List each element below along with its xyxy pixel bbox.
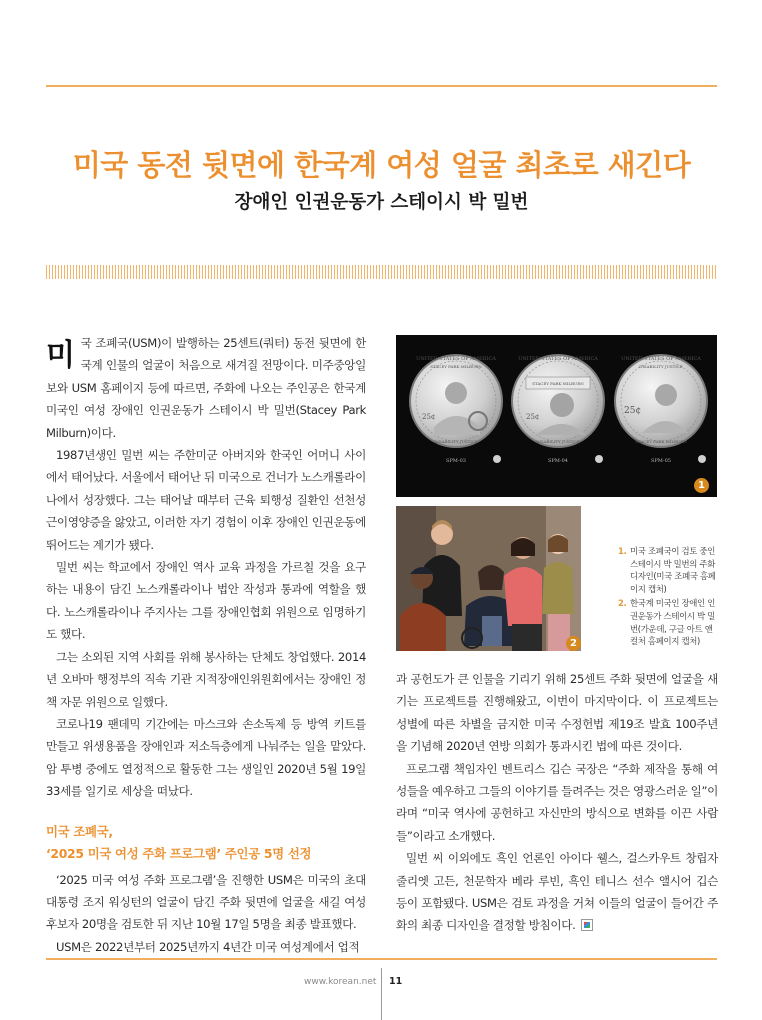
coin-top-text: UNITED STATES OF AMERICA [621, 356, 701, 362]
figure-badge-1: 1 [694, 478, 709, 493]
drop-cap: 미 [46, 338, 75, 373]
coin-value: 25¢ [624, 406, 642, 416]
article-paragraph: 밀번 씨 이외에도 흑인 언론인 아이다 웰스, 걸스카우트 창립자 줄리엣 고든, 천문학자 베라 루빈, 흑인 테니스 선수 앨시어 깁슨 등이 포함됐다. USM은 검토 과정을 거쳐 이들의 얼굴이 들어간 주화의 최종 디자인을 결정할 방침이다. [396, 851, 718, 933]
page-number: 11 [389, 976, 403, 987]
section-heading: 미국 조폐국, ‘2025 미국 여성 주화 프로그램’ 주인공 5명 선정 [46, 823, 312, 861]
figure-captions [618, 545, 718, 650]
article-paragraph: 프로그램 책임자인 벤트리스 깁슨 국장은 “주화 제작을 통해 여성들을 예우하고 그들의 이야기를 들려주는 것은 영광스러운 일”이라며 “미국 역사에 공헌하고 자신만의 방식으로 변화를 이끈 사람들”이라고 소개했다. [396, 761, 718, 843]
coin-value: 25¢ [422, 413, 436, 421]
footer-url: www.korean.net [304, 977, 377, 987]
coin-bottom-text: DISABILITY JUSTICE [536, 439, 580, 444]
caption-item: 2. 한국계 미국인 장애인 인권운동가 스테이시 박 밀번(가운데, 구글 아트 앤 컬처 홈페이지 캡처) [618, 598, 715, 647]
footer-divider [381, 968, 382, 1020]
article-title: 미국 동전 뒷면에 한국계 여성 얼굴 최초로 새긴다 [72, 148, 691, 182]
article-paragraph: USM은 2022년부터 2025년까지 4년간 미국 여성계에서 업적 [56, 939, 360, 954]
coin-designs-image [396, 335, 717, 497]
article-paragraph: 1987년생인 밀번 씨는 주한미군 아버지와 한국인 어머니 사이에서 태어났다. 서울에서 태어난 뒤 미국으로 건너가 노스캐롤라이나에서 성장했다. 그는 태어날 때부터 근육 퇴행성 질환인 선천성 근이영양증을 앓았고, 이러한 자기 경험이 이후 장애인 인권운동에 뛰어드는 계기가 됐다. [46, 448, 366, 552]
group-photo [396, 506, 581, 651]
coin-bottom-text: DISABILITY JUSTICE [639, 364, 683, 369]
top-rule [46, 85, 717, 87]
coin-bottom-text: DISABILITY JUSTICE [434, 439, 478, 444]
coin-code: SPM-04 [548, 458, 568, 464]
caption-item: 1. 미국 조폐국이 검토 중인 스테이시 박 밀번의 주화 디자인(미국 조폐국 홈페이지 캡처) [618, 546, 716, 594]
coin-code: SPM-03 [446, 458, 466, 464]
coin-code: SPM-05 [651, 458, 671, 464]
article-paragraph: 그는 소외된 지역 사회를 위해 봉사하는 단체도 창업했다. 2014년 오바마 행정부의 직속 기관 지적장애인위원회에서는 장애인 정책 자문 위원으로 일했다. [46, 649, 366, 709]
article-paragraph: 과 공헌도가 큰 인물을 기리기 위해 25센트 주화 뒷면에 얼굴을 새기는 프로젝트를 진행해왔고, 이번이 마지막이다. 이 프로젝트는 성별에 따른 차별을 금지한 미국 수정헌법 제19조 발효 100주년을 기념해 2020년 연방 의회가 통과시킨 법에 따른 것이다. [396, 672, 718, 754]
article-subtitle: 장애인 인권운동가 스테이시 박 밀번 [234, 192, 529, 213]
bottom-rule [46, 958, 717, 960]
figure-badge-2: 2 [566, 636, 581, 651]
article-paragraph: 코로나19 팬데믹 기간에는 마스크와 손소독제 등 방역 키트를 만들고 위생용품을 장애인과 저소득층에게 나눠주는 일을 맡았다. 암 투병 중에도 열정적으로 활동한 그는 생일인 2020년 5월 19일 33세를 일기로 세상을 떠났다. [46, 716, 366, 799]
coin-name-text: STACEY PARK MILBURN [430, 364, 482, 369]
decorative-hatch-divider [46, 265, 717, 279]
article-paragraph: 미국 조폐국(USM)이 발행하는 25센트(쿼터) 동전 뒷면에 한국계 인물의 얼굴이 처음으로 새겨질 전망이다. 미주중앙일보와 USM 홈페이지 등에 따르면, 주화에 나오는 주인공은 한국계 미국인 여성 장애인 인권운동가 스테이시 박 밀번(Stacey Park Milburn)이다. [46, 336, 366, 440]
article-paragraph: 밀번 씨는 학교에서 장애인 역사 교육 과정을 가르칠 것을 요구하는 내용이 담긴 노스캐롤라이나 법안 작성과 통과에 역할을 했다. 노스캐롤라이나 주지사는 그를 장애인협회 위원으로 임명하기도 했다. [46, 560, 366, 642]
coin-top-text: UNITED STATES OF AMERICA [416, 356, 496, 362]
coin-design-spm-05 [615, 355, 707, 464]
group-photo-illustration [396, 506, 581, 651]
coins-illustration [396, 335, 717, 497]
article-paragraph: ‘2025 미국 여성 주화 프로그램’을 진행한 USM은 미국의 초대 대통령 조지 워싱턴의 얼굴이 담긴 주화 뒷면에 얼굴을 새길 여성 후보자 20명을 검토한 뒤 지난 10월 17일 5명을 최종 발표했다. [46, 872, 366, 932]
coin-design-spm-04 [512, 355, 604, 464]
right-column [396, 668, 718, 937]
coin-design-spm-03 [410, 355, 502, 464]
coin-name-text: STACEY PARK MILBURN [635, 439, 687, 444]
article-end-icon [581, 919, 593, 931]
left-column [46, 332, 366, 958]
coin-name-text: STACEY PARK MILBURN [532, 381, 584, 386]
coin-top-text: UNITED STATES OF AMERICA [518, 356, 598, 362]
coin-value: 25¢ [526, 413, 540, 421]
